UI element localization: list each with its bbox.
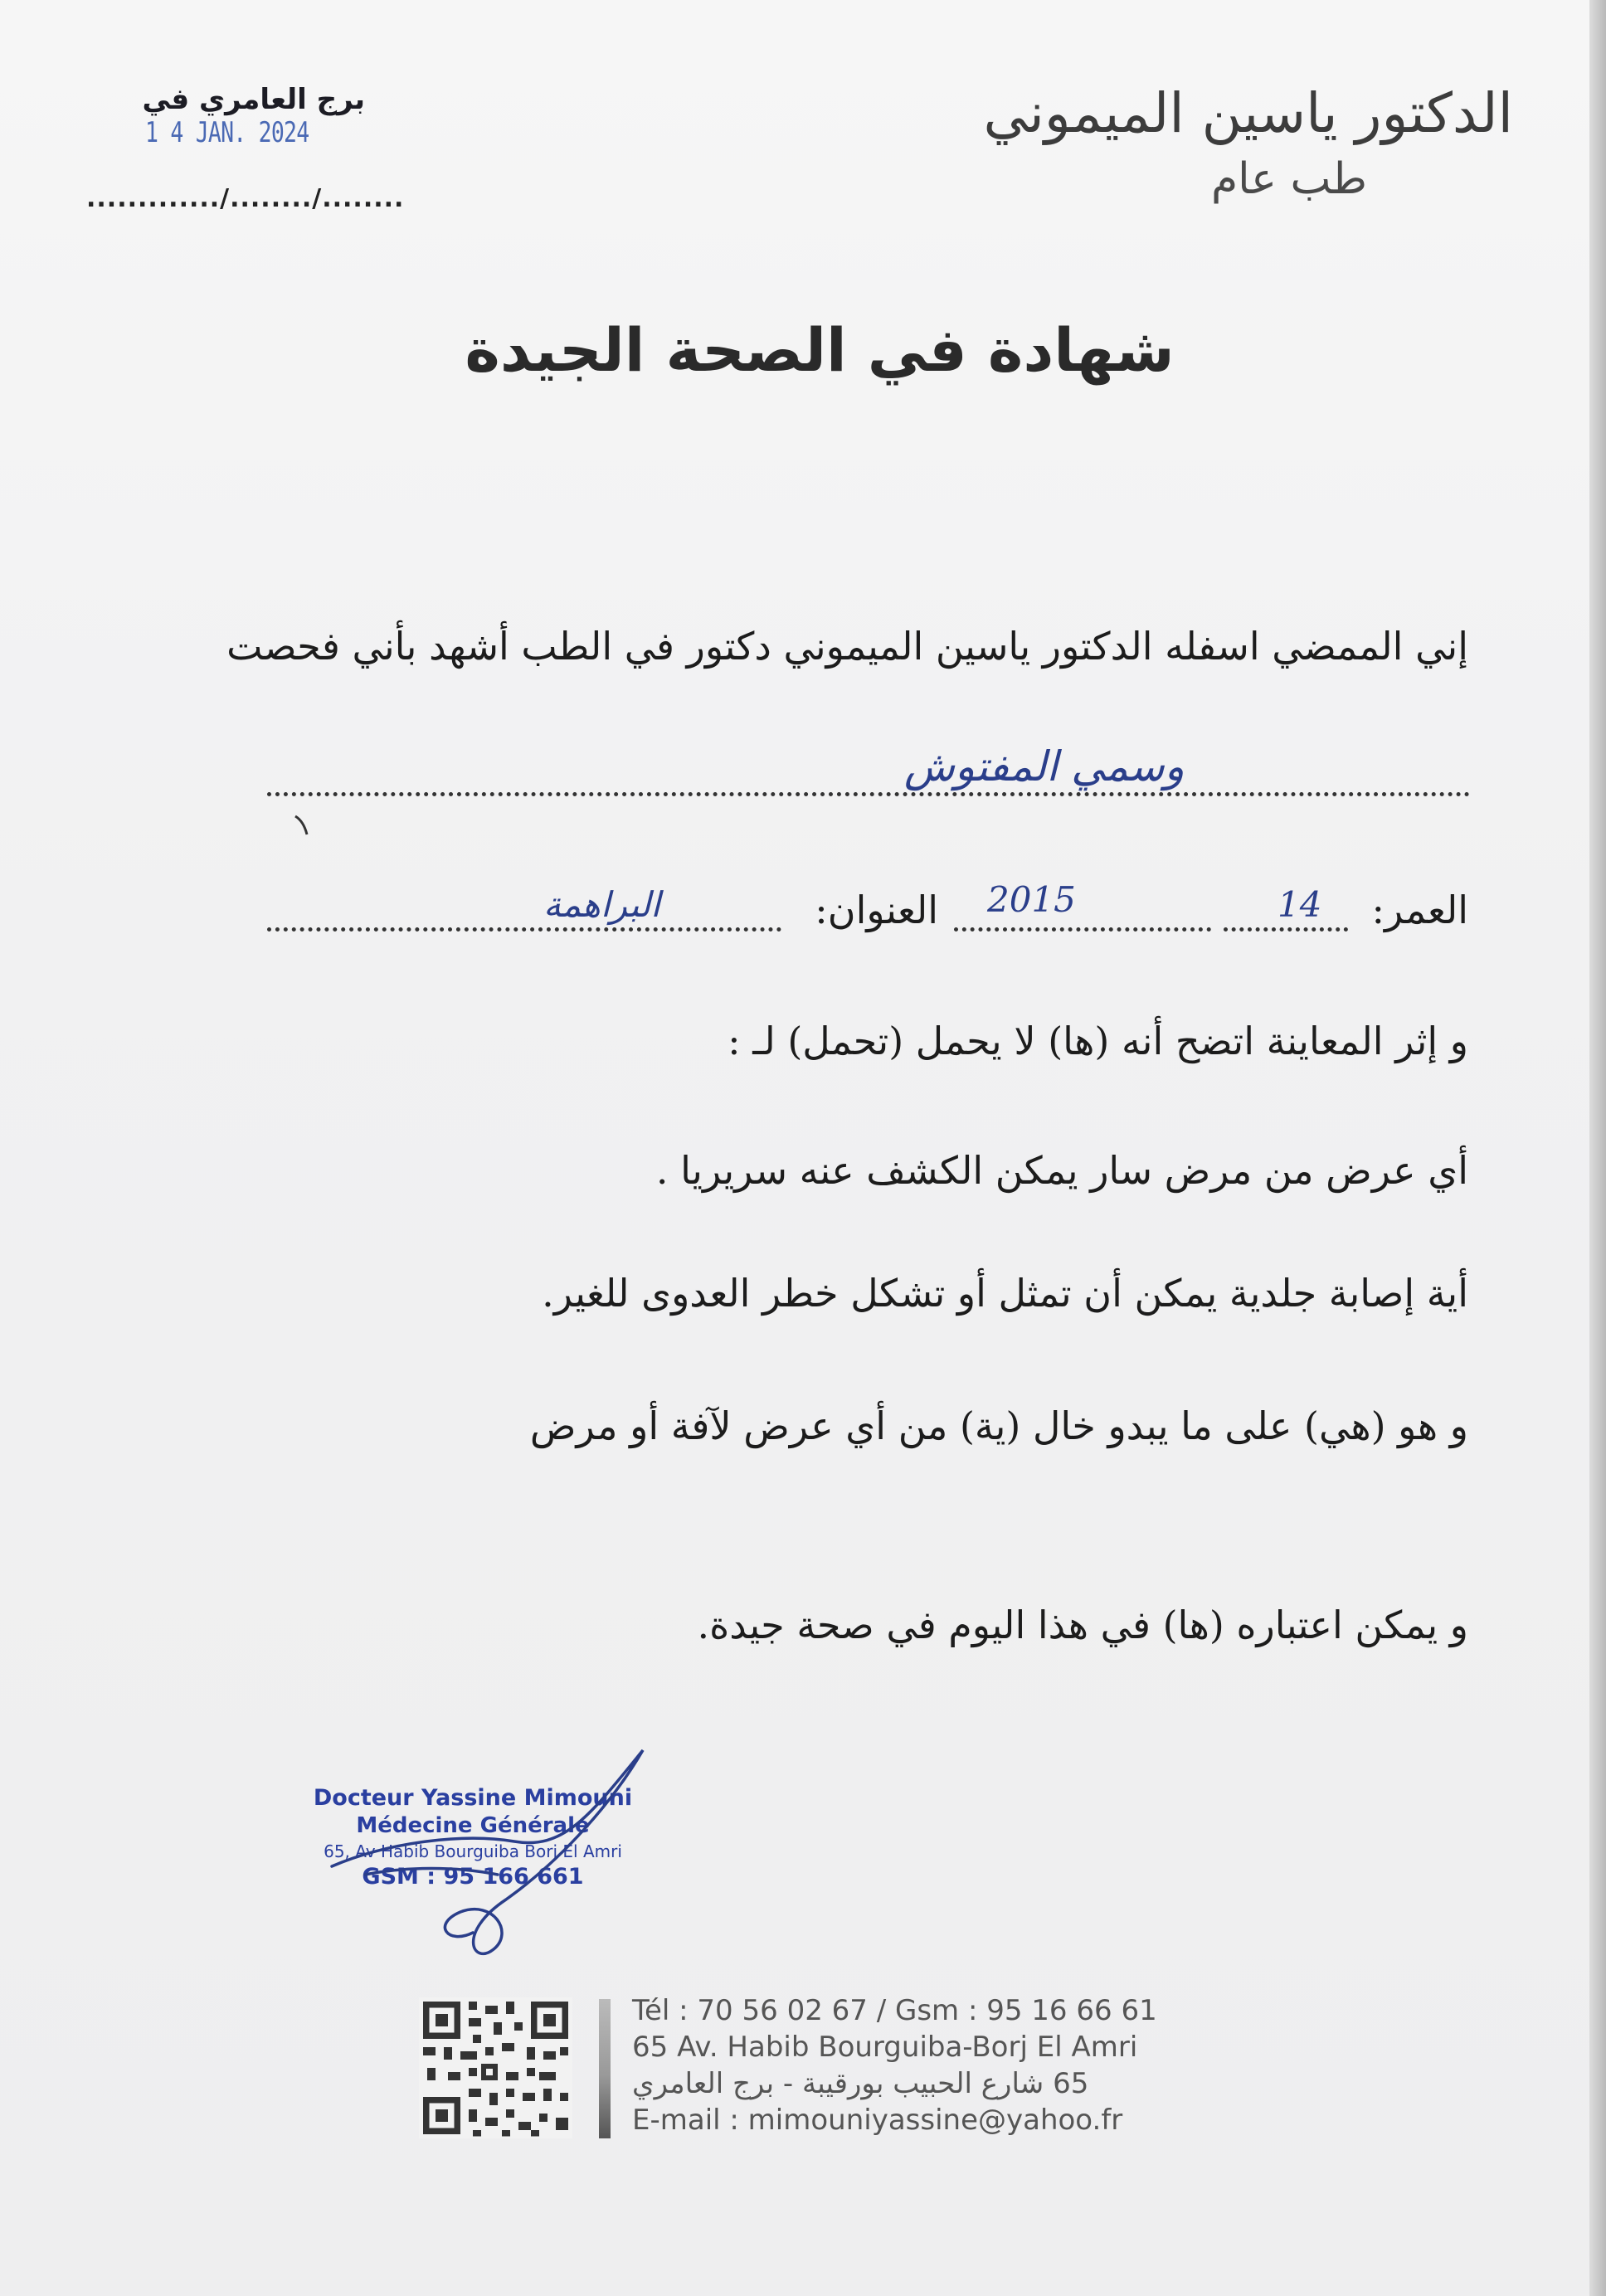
stamp-city: برج العامري في — [142, 83, 365, 116]
patient-name-handwritten: وسمي المفتوش — [904, 742, 1185, 790]
finding-item-2: أية إصابة جلدية يمكن أن تمثل أو تشكل خطر العدوى للغير. — [542, 1271, 1468, 1316]
date-placeholder: ............./......../........ — [86, 184, 405, 213]
intro-text: إني الممضي اسفله الدكتور ياسين الميموني دكتور في الطب أشهد بأني فحصت — [226, 624, 1468, 669]
stamp-date: 1 4 JAN. 2024 — [145, 116, 309, 149]
age-dots — [1224, 927, 1348, 932]
footer-address-fr: 65 Av. Habib Bourguiba-Borj El Amri — [632, 2031, 1138, 2064]
footer-divider-bar — [599, 1999, 611, 2138]
address-label: العنوان: — [815, 888, 938, 932]
stamp-line-2: Médecine Générale — [356, 1813, 590, 1839]
signature-icon — [315, 1742, 664, 1974]
footer-contact — [632, 1992, 1157, 2138]
footer-email: E-mail : mimouniyassine@yahoo.fr — [632, 2104, 1123, 2137]
address-dots — [267, 927, 781, 932]
stamp-line-1: Docteur Yassine Mimouni — [313, 1785, 633, 1811]
address-handwritten: البراهمة — [543, 884, 660, 925]
finding-item-1: أي عرض من مرض سار يمكن الكشف عنه سريريا . — [655, 1148, 1468, 1193]
footer-address-ar: 65 شارع الحبيب بورقيبة - برج العامري — [632, 2067, 1089, 2100]
stamp-line-3: 65, Av Habib Bourguiba Borj El Amri — [324, 1841, 622, 1861]
age-label: العمر: — [1371, 888, 1468, 932]
doctor-specialty: طب عام — [1210, 154, 1367, 204]
stamp-line-4: GSM : 95 166 661 — [362, 1863, 584, 1890]
finding-item-3: و هو (هي) على ما يبدو خال (ية) من أي عرض لآفة أو مرض — [529, 1403, 1468, 1448]
age-extra-dots — [954, 927, 1211, 932]
certificate-title: شهادة في الصحة الجيدة — [465, 315, 1175, 385]
footer-phone: Tél : 70 56 02 67 / Gsm : 95 16 66 61 — [632, 1994, 1157, 2027]
age-extra-handwritten: 2015 — [987, 879, 1076, 920]
conclusion-text: و يمكن اعتباره (ها) في هذا اليوم في صحة جيدة. — [697, 1603, 1468, 1647]
patient-name-dots — [267, 792, 1470, 796]
finding-intro: و إثر المعاينة اتضح أنه (ها) لا يحمل (تحمل) لـ : — [728, 1019, 1468, 1063]
ink-mark-icon — [292, 813, 312, 838]
qr-code-icon — [419, 1997, 572, 2138]
doctor-name: الدكتور ياسين الميموني — [983, 81, 1513, 145]
age-handwritten: 14 — [1278, 884, 1322, 925]
